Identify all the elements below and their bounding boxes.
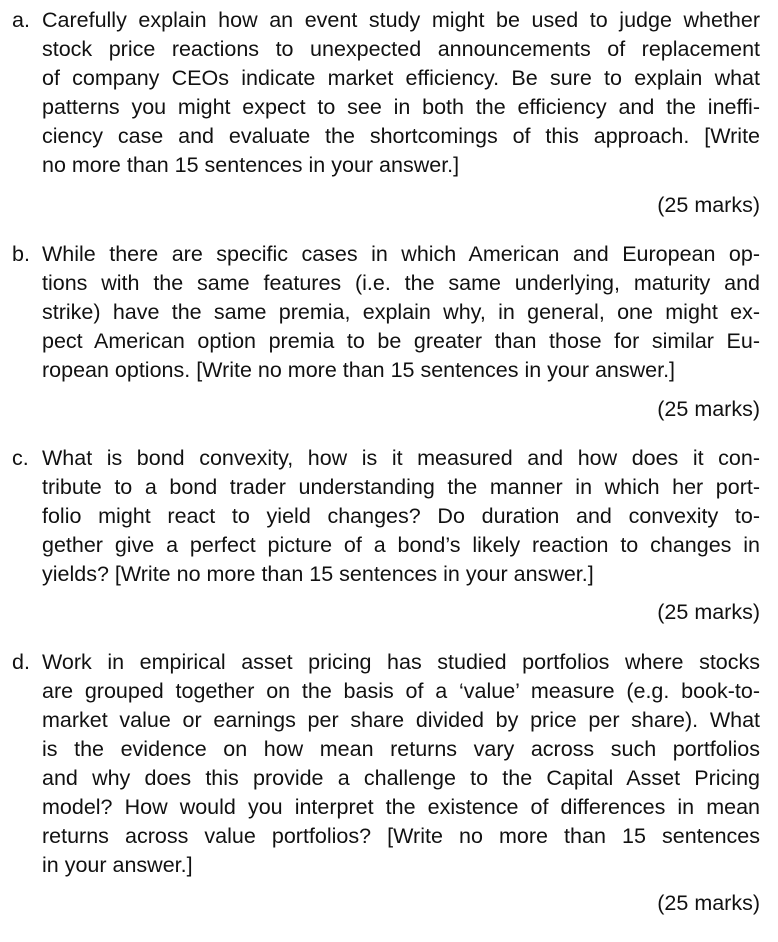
text-line: model? How would you interpret the existence of differences in mean	[42, 795, 760, 819]
text-line: of company CEOs indicate market efficiency. Be sure to explain what	[42, 66, 760, 90]
text-line: Carefully explain how an event study might be used to judge whether	[42, 8, 760, 32]
text-line: tions with the same features (i.e. the same underlying, maturity and	[42, 271, 760, 295]
question-label: c.	[12, 446, 29, 470]
text-line: folio might react to yield changes? Do duration and convexity to-	[42, 504, 760, 528]
question-b	[12, 240, 760, 385]
text-line: market value or earnings per share divided by price per share). What	[42, 708, 760, 732]
text-line: tribute to a bond trader understanding the manner in which her port-	[42, 475, 760, 499]
question-label: d.	[12, 650, 30, 674]
question-label: b.	[12, 242, 30, 266]
text-line: gether give a perfect picture of a bond’s likely reaction to changes in	[42, 533, 760, 557]
marks-label: (25 marks)	[657, 397, 760, 421]
text-line: pect American option premia to be greater than those for similar Eu-	[42, 329, 760, 353]
marks-label: (25 marks)	[657, 193, 760, 217]
marks-label: (25 marks)	[657, 600, 760, 624]
text-line: yields? [Write no more than 15 sentences in your answer.]	[42, 562, 594, 586]
question-text	[42, 444, 760, 589]
text-line: patterns you might expect to see in both the efficiency and the ineffi-	[42, 95, 760, 119]
text-line: Work in empirical asset pricing has studied portfolios where stocks	[42, 650, 760, 674]
text-line: returns across value portfolios? [Write no more than 15 sentences	[42, 824, 760, 848]
question-a	[12, 6, 760, 180]
text-line: in your answer.]	[42, 853, 193, 877]
text-line: What is bond convexity, how is it measured and how does it con-	[42, 446, 760, 470]
text-line: While there are specific cases in which American and European op-	[42, 242, 760, 266]
text-line: are grouped together on the basis of a ‘value’ measure (e.g. book-to-	[42, 679, 760, 703]
question-text	[42, 6, 760, 180]
text-line: ropean options. [Write no more than 15 sentences in your answer.]	[42, 358, 676, 382]
text-line: is the evidence on how mean returns vary across such portfolios	[42, 737, 760, 761]
text-line: strike) have the same premia, explain why, in general, one might ex-	[42, 300, 760, 324]
question-c	[12, 444, 760, 589]
text-line: no more than 15 sentences in your answer.]	[42, 153, 460, 177]
marks-label: (25 marks)	[657, 891, 760, 915]
question-text	[42, 240, 760, 385]
question-d	[12, 648, 760, 880]
text-line: ciency case and evaluate the shortcomings of this approach. [Write	[42, 124, 760, 148]
text-line: stock price reactions to unexpected announcements of replacement	[42, 37, 760, 61]
question-text	[42, 648, 760, 880]
text-line: and why does this provide a challenge to the Capital Asset Pricing	[42, 766, 760, 790]
question-label: a.	[12, 8, 30, 32]
